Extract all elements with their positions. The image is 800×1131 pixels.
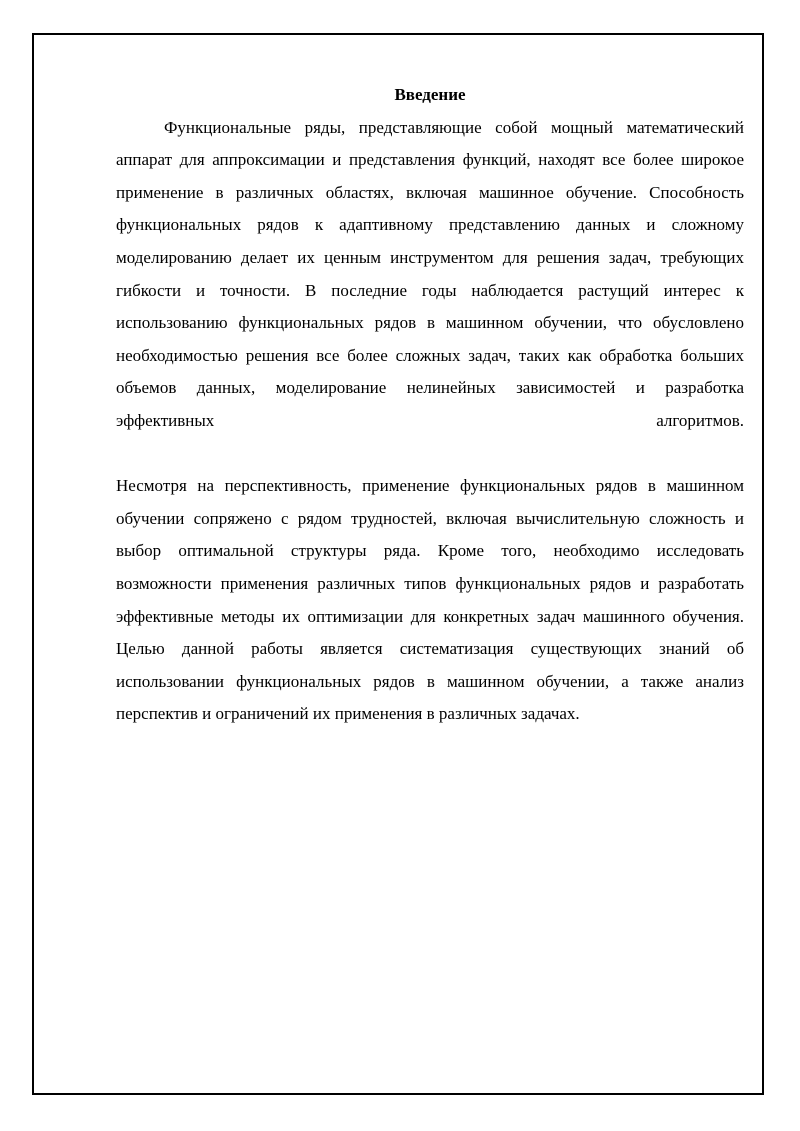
document-page — [32, 33, 764, 1095]
paragraph-2: Несмотря на перспективность, применение функциональных рядов в машинном обучении сопряжено с рядом трудностей, включая вычислительную сложность и выбор оптимальной структуры ряда. Кроме того, необходимо исследовать возможности применения различных типов функциональных рядов и разработать эффективные методы их оптимизации для конкретных задач машинного обучения. Целью данной работы является систематизация существующих знаний об использовании функциональных рядов в машинном обучении, а также анализ перспектив и ограничений их применения в различных задачах. — [116, 476, 744, 724]
document-body — [116, 79, 744, 731]
paragraph-1: Функциональные ряды, представляющие собой мощный математический аппарат для аппроксимации и представления функций, находят все более широкое применение в различных областях, включая машинное обучение. Способность функциональных рядов к адаптивному представлению данных и сложному моделированию делает их ценным инструментом для решения задач, требующих гибкости и точности. В последние годы наблюдается растущий интерес к использованию функциональных рядов в машинном обучении, что обусловлено необходимостью решения все более сложных задач, таких как обработка больших объемов данных, моделирование нелинейных зависимостей и разработка эффективных алгоритмов. — [116, 117, 744, 430]
paragraph-gap — [116, 438, 744, 471]
page-title: Введение — [394, 85, 466, 104]
